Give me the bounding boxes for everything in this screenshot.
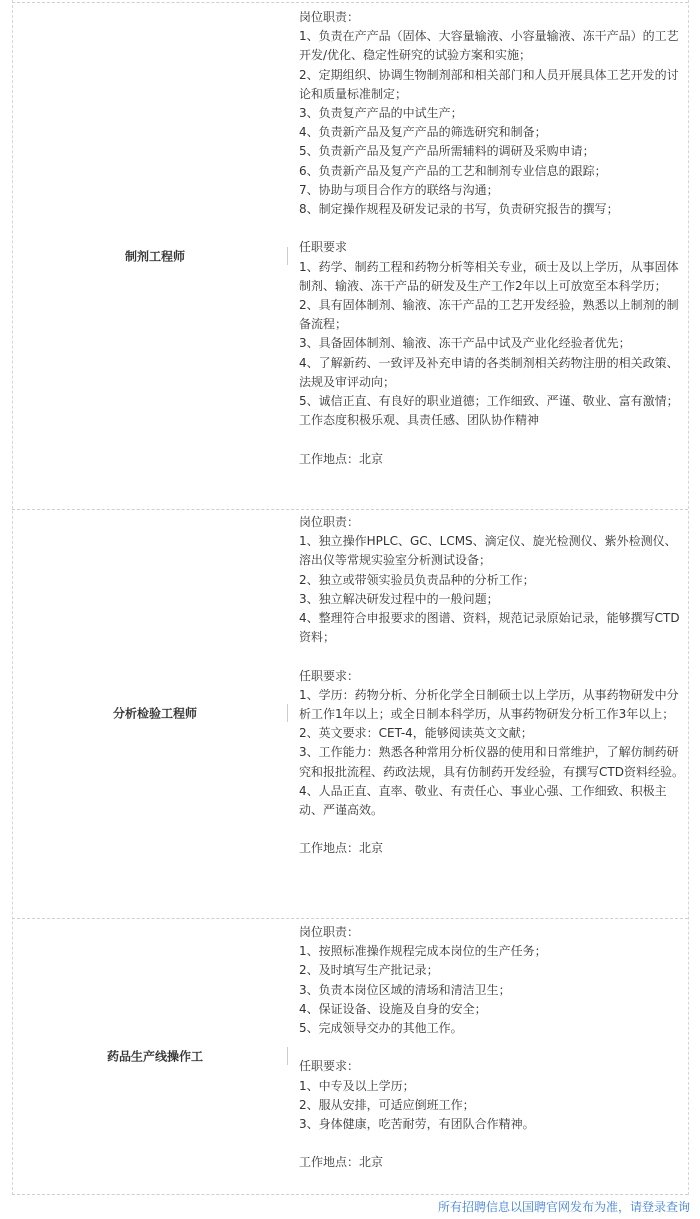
duty-item: 4、保证设备、设施及自身的安全； <box>299 1001 487 1016</box>
job-title: 制剂工程师 <box>124 249 185 264</box>
requirement-item: 2、服从安排，可适应倒班工作； <box>299 1097 475 1112</box>
duty-item: 6、负责新产品及复产产品的工艺和制剂专业信息的跟踪； <box>299 163 607 178</box>
duties-heading: 岗位职责： <box>299 925 360 939</box>
requirement-item: 4、了解新药、一致评及补充申请的各类制剂相关药物注册的相关政策、法规及审评动向； <box>299 355 679 389</box>
work-location: 工作地点：北京 <box>299 1155 384 1170</box>
duty-item: 3、独立解决研发过程中的一般问题； <box>299 591 499 606</box>
duty-item: 2、定期组织、协调生物制剂部和相关部门和人员开展具体工艺开发的讨论和质量标准制定； <box>299 67 679 101</box>
requirement-item: 5、诚信正直、有良好的职业道德；工作细致、严谨、敬业、富有激情；工作态度积极乐观、具责任感、团队协作精神 <box>299 394 679 428</box>
requirement-item: 2、英文要求：CET-4，能够阅读英文文献； <box>299 726 533 741</box>
job-row <box>12 2 688 510</box>
duty-item: 7、协助与项目合作方的联络与沟通； <box>299 182 499 197</box>
work-location: 工作地点：北京 <box>299 451 384 466</box>
duty-item: 1、独立操作HPLC、GC、LCMS、滴定仪、旋光检测仪、紫外检测仪、溶出仪等常规实验室分析测试设备； <box>299 534 677 568</box>
duties-heading: 岗位职责： <box>299 515 360 529</box>
duty-item: 2、及时填写生产批记录； <box>299 963 439 978</box>
duty-item: 3、负责复产产品的中试生产； <box>299 106 463 121</box>
duty-item: 2、独立或带领实验员负责品种的分析工作； <box>299 572 535 587</box>
spacer <box>299 219 685 238</box>
right-border <box>688 0 689 1195</box>
requirement-item: 4、人品正直、直率、敬业、有责任心、事业心强、工作细致、积极主动、严谨高效。 <box>299 783 667 818</box>
requirements-heading: 任职要求 <box>299 240 348 255</box>
job-title: 分析检验工程师 <box>112 706 197 721</box>
duty-item: 8、制定操作规程及研发记录的书写，负责研究报告的撰写； <box>299 202 619 217</box>
duty-item: 4、负责新产品及复产产品的筛选研究和制备； <box>299 125 547 140</box>
job-description <box>299 8 685 469</box>
official-site-notice-link[interactable]: 所有招聘信息以国聘官网发布为准，请登录查询 <box>437 1200 690 1214</box>
job-row <box>12 918 688 1195</box>
column-divider <box>287 704 288 722</box>
job-title: 药品生产线操作工 <box>106 1049 203 1064</box>
spacer <box>299 647 685 666</box>
spacer <box>299 430 685 449</box>
requirement-item: 3、身体健康，吃苦耐劳，有团队合作精神。 <box>299 1117 535 1132</box>
duty-item: 4、整理符合申报要求的图谱、资料，规范记录原始记录，能够撰写CTD资料； <box>299 611 680 645</box>
duty-item: 5、负责新产品及复产产品所需辅料的调研及采购申请； <box>299 144 595 159</box>
column-divider <box>287 247 288 265</box>
requirement-item: 1、学历：药物分析、分析化学全日制硕士以上学历，从事药物研发中分析工作1年以上；或全日制本科学历，从事药物研发分析工作3年以上； <box>299 687 679 722</box>
requirement-item: 1、中专及以上学历； <box>299 1078 415 1093</box>
job-row <box>12 508 688 919</box>
requirement-item: 3、具备固体制剂、输液、冻干产品中试及产业化经验者优先； <box>299 336 631 351</box>
spacer <box>299 820 685 839</box>
requirement-item: 2、具有固体制剂、输液、冻干产品的工艺开发经验，熟悉以上制剂的制备流程； <box>299 298 679 332</box>
column-divider <box>287 1047 288 1065</box>
job-description <box>299 923 685 1173</box>
duty-item: 5、完成领导交办的其他工作。 <box>299 1021 463 1036</box>
duty-item: 1、负责在产产品（固体、大容量输液、小容量输液、冻干产品）的工艺开发/优化、稳定性研究的试验方案和实施； <box>299 29 679 63</box>
requirements-heading: 任职要求： <box>299 1059 360 1074</box>
job-description <box>299 513 685 859</box>
duties-heading: 岗位职责： <box>299 10 360 24</box>
requirements-heading: 任职要求： <box>299 668 360 683</box>
duty-item: 1、按照标准操作规程完成本岗位的生产任务； <box>299 944 547 959</box>
requirement-item: 3、工作能力：熟悉各种常用分析仪器的使用和日常维护，了解仿制药研究和报批流程、药政法规，具有仿制药开发经验，有撰写CTD资料经验。 <box>299 745 684 779</box>
duty-item: 3、负责本岗位区域的清场和清洁卫生； <box>299 982 511 997</box>
spacer <box>299 1134 685 1153</box>
work-location: 工作地点：北京 <box>299 841 384 856</box>
spacer <box>299 1038 685 1057</box>
requirement-item: 1、药学、制药工程和药物分析等相关专业，硕士及以上学历，从事固体制剂、输液、冻干产品的研发及生产工作2年以上可放宽至本科学历； <box>299 259 679 293</box>
